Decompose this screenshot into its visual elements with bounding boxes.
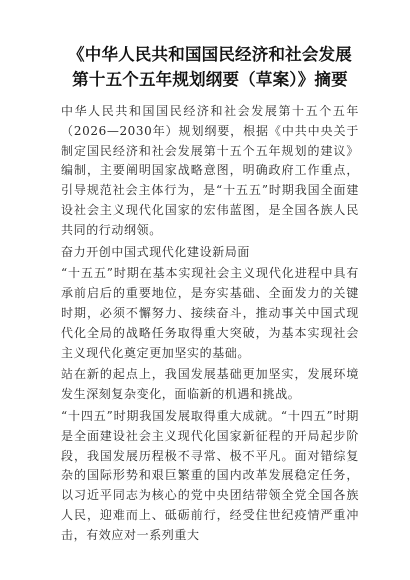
body-paragraph: 站在新的起点上，我国发展基础更加坚实，发展环境发生深刻复杂变化，面临新的机遇和挑战。 <box>61 367 359 402</box>
document-title: 《中华人民共和国国民经济和社会发展第十五个五年规划纲要（草案）》摘要 <box>68 45 352 89</box>
body-paragraph: “十四五”时期我国发展取得重大成就。“十四五”时期是全面建设社会主义现代化国家新征程的开局起步阶段，我国发展历程极不寻常、极不平凡。面对错综复杂的国际形势和艰巨繁重的国内改革发展稳定任务，以习近平同志为核心的党中央团结带领全党全国各族人民，迎难而上、砥砺前行，经受住世纪疫情严重冲击，有效应对一系列重大 <box>61 408 359 542</box>
section-heading: 奋力开创中国式现代化建设新局面 <box>61 244 251 259</box>
intro-paragraph: 中华人民共和国国民经济和社会发展第十五个五年（2026—2030年）规划纲要，根据《中共中央关于制定国民经济和社会发展第十五个五年规划的建议》编制，主要阐明国家战略意图，明确政府工作重点，引导规范社会主体行为，是“十五五”时期我国全面建设社会主义现代化国家的宏伟蓝图，是全国各族人民共同的行动纲领。 <box>61 104 359 237</box>
body-paragraph: “十五五”时期在基本实现社会主义现代化进程中具有承前启后的重要地位，是夯实基础、全面发力的关键时期，必须不懈努力、接续奋斗，推动事关中国式现代化全局的战略任务取得重大突破，为基本实现社会主义现代化奠定更加坚实的基础。 <box>61 266 359 360</box>
